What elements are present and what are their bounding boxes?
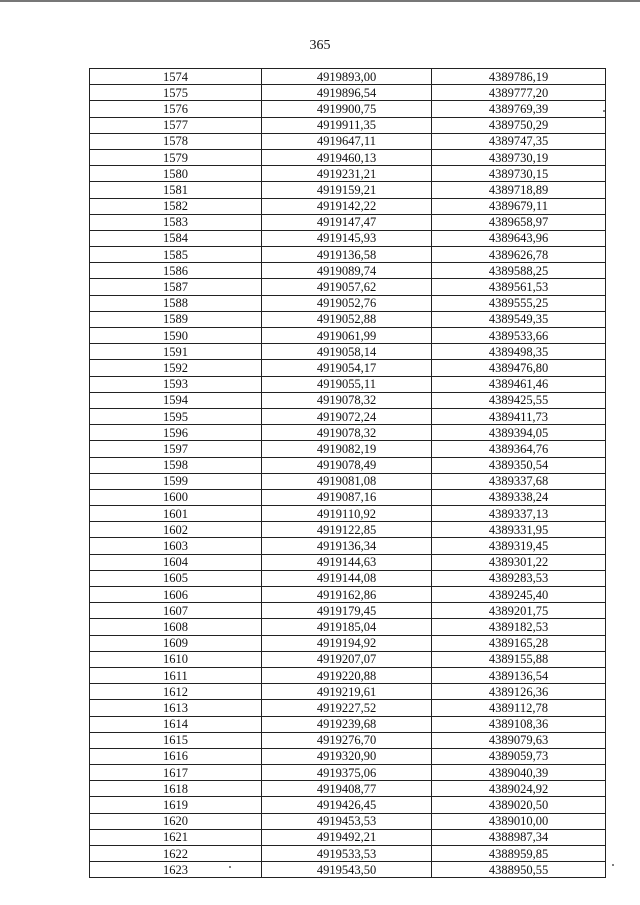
table-row: [90, 149, 606, 165]
point-number-cell: 1604: [90, 554, 262, 570]
point-number-cell: 1581: [90, 182, 262, 198]
point-number-cell: 1593: [90, 376, 262, 392]
point-number-cell: 1618: [90, 781, 262, 797]
point-number-cell: 1575: [90, 85, 262, 101]
point-number-cell: 1615: [90, 732, 262, 748]
x-coordinate-cell: 4919219,61: [262, 684, 432, 700]
point-number-cell: 1619: [90, 797, 262, 813]
x-coordinate-cell: 4919144,63: [262, 554, 432, 570]
point-number-cell: 1611: [90, 667, 262, 683]
x-coordinate-cell: 4919375,06: [262, 765, 432, 781]
x-coordinate-cell: 4919227,52: [262, 700, 432, 716]
y-coordinate-cell: 4389245,40: [432, 587, 606, 603]
y-coordinate-cell: 4389079,63: [432, 732, 606, 748]
x-coordinate-cell: 4919078,32: [262, 392, 432, 408]
x-coordinate-cell: 4919078,32: [262, 425, 432, 441]
y-coordinate-cell: 4389643,96: [432, 230, 606, 246]
point-number-cell: 1603: [90, 538, 262, 554]
y-coordinate-cell: 4389718,89: [432, 182, 606, 198]
y-coordinate-cell: 4388950,55: [432, 862, 606, 878]
table-row: [90, 214, 606, 230]
y-coordinate-cell: 4389165,28: [432, 635, 606, 651]
y-coordinate-cell: 4389331,95: [432, 522, 606, 538]
y-coordinate-cell: 4389338,24: [432, 489, 606, 505]
table-row: [90, 328, 606, 344]
point-number-cell: 1608: [90, 619, 262, 635]
point-number-cell: 1574: [90, 69, 262, 85]
x-coordinate-cell: 4919110,92: [262, 506, 432, 522]
x-coordinate-cell: 4919089,74: [262, 263, 432, 279]
y-coordinate-cell: 4389750,29: [432, 117, 606, 133]
point-number-cell: 1579: [90, 149, 262, 165]
y-coordinate-cell: 4389769,39: [432, 101, 606, 117]
y-coordinate-cell: 4389040,39: [432, 765, 606, 781]
table-row: [90, 813, 606, 829]
point-number-cell: 1621: [90, 829, 262, 845]
y-coordinate-cell: 4389350,54: [432, 457, 606, 473]
x-coordinate-cell: 4919408,77: [262, 781, 432, 797]
y-coordinate-cell: 4389747,35: [432, 133, 606, 149]
point-number-cell: 1612: [90, 684, 262, 700]
x-coordinate-cell: 4919543,50: [262, 862, 432, 878]
table-row: [90, 247, 606, 263]
point-number-cell: 1614: [90, 716, 262, 732]
y-coordinate-cell: 4389108,36: [432, 716, 606, 732]
scan-speck: [612, 864, 614, 866]
y-coordinate-cell: 4389394,05: [432, 425, 606, 441]
x-coordinate-cell: 4919896,54: [262, 85, 432, 101]
table-row: [90, 716, 606, 732]
y-coordinate-cell: 4389411,73: [432, 408, 606, 424]
point-number-cell: 1620: [90, 813, 262, 829]
y-coordinate-cell: 4389588,25: [432, 263, 606, 279]
table-row: [90, 506, 606, 522]
y-coordinate-cell: 4389182,53: [432, 619, 606, 635]
point-number-cell: 1590: [90, 328, 262, 344]
table-row: [90, 279, 606, 295]
y-coordinate-cell: 4389112,78: [432, 700, 606, 716]
table-row: [90, 587, 606, 603]
x-coordinate-cell: 4919900,75: [262, 101, 432, 117]
table-row: [90, 392, 606, 408]
x-coordinate-cell: 4919911,35: [262, 117, 432, 133]
x-coordinate-cell: 4919145,93: [262, 230, 432, 246]
x-coordinate-cell: 4919054,17: [262, 360, 432, 376]
x-coordinate-cell: 4919207,07: [262, 651, 432, 667]
point-number-cell: 1580: [90, 166, 262, 182]
table-row: [90, 829, 606, 845]
y-coordinate-cell: 4389461,46: [432, 376, 606, 392]
y-coordinate-cell: 4389679,11: [432, 198, 606, 214]
x-coordinate-cell: 4919647,11: [262, 133, 432, 149]
x-coordinate-cell: 4919147,47: [262, 214, 432, 230]
x-coordinate-cell: 4919231,21: [262, 166, 432, 182]
point-number-cell: 1586: [90, 263, 262, 279]
y-coordinate-cell: 4389658,97: [432, 214, 606, 230]
x-coordinate-cell: 4919320,90: [262, 748, 432, 764]
x-coordinate-cell: 4919087,16: [262, 489, 432, 505]
x-coordinate-cell: 4919052,88: [262, 311, 432, 327]
y-coordinate-cell: 4389730,19: [432, 149, 606, 165]
y-coordinate-cell: 4389020,50: [432, 797, 606, 813]
point-number-cell: 1598: [90, 457, 262, 473]
table-row: [90, 117, 606, 133]
x-coordinate-cell: 4919072,24: [262, 408, 432, 424]
table-row: [90, 538, 606, 554]
table-row: [90, 651, 606, 667]
x-coordinate-cell: 4919194,92: [262, 635, 432, 651]
point-number-cell: 1584: [90, 230, 262, 246]
point-number-cell: 1597: [90, 441, 262, 457]
scan-speck: [229, 866, 231, 868]
point-number-cell: 1605: [90, 570, 262, 586]
y-coordinate-cell: 4389626,78: [432, 247, 606, 263]
point-number-cell: 1583: [90, 214, 262, 230]
y-coordinate-cell: 4389425,55: [432, 392, 606, 408]
table-row: [90, 344, 606, 360]
y-coordinate-cell: 4389555,25: [432, 295, 606, 311]
table-row: [90, 198, 606, 214]
point-number-cell: 1589: [90, 311, 262, 327]
x-coordinate-cell: 4919061,99: [262, 328, 432, 344]
table-row: [90, 797, 606, 813]
y-coordinate-cell: 4389201,75: [432, 603, 606, 619]
table-row: [90, 570, 606, 586]
table-row: [90, 732, 606, 748]
point-number-cell: 1607: [90, 603, 262, 619]
table-row: [90, 295, 606, 311]
y-coordinate-cell: 4389777,20: [432, 85, 606, 101]
x-coordinate-cell: 4919276,70: [262, 732, 432, 748]
point-number-cell: 1602: [90, 522, 262, 538]
y-coordinate-cell: 4389549,35: [432, 311, 606, 327]
table-row: [90, 781, 606, 797]
y-coordinate-cell: 4388959,85: [432, 846, 606, 862]
scan-speck: [603, 110, 605, 112]
x-coordinate-cell: 4919058,14: [262, 344, 432, 360]
x-coordinate-cell: 4919159,21: [262, 182, 432, 198]
table-row: [90, 263, 606, 279]
x-coordinate-cell: 4919460,13: [262, 149, 432, 165]
point-number-cell: 1613: [90, 700, 262, 716]
table-row: [90, 748, 606, 764]
y-coordinate-cell: 4389301,22: [432, 554, 606, 570]
point-number-cell: 1623: [90, 862, 262, 878]
table-row: [90, 360, 606, 376]
table-row: [90, 862, 606, 878]
x-coordinate-cell: 4919893,00: [262, 69, 432, 85]
point-number-cell: 1595: [90, 408, 262, 424]
table-row: [90, 425, 606, 441]
table-row: [90, 101, 606, 117]
y-coordinate-cell: 4389283,53: [432, 570, 606, 586]
point-number-cell: 1596: [90, 425, 262, 441]
point-number-cell: 1577: [90, 117, 262, 133]
y-coordinate-cell: 4389498,35: [432, 344, 606, 360]
coordinates-table-body: [90, 69, 606, 878]
y-coordinate-cell: 4389136,54: [432, 667, 606, 683]
coordinates-table: [89, 68, 606, 878]
point-number-cell: 1609: [90, 635, 262, 651]
x-coordinate-cell: 4919055,11: [262, 376, 432, 392]
x-coordinate-cell: 4919136,58: [262, 247, 432, 263]
y-coordinate-cell: 4389337,68: [432, 473, 606, 489]
point-number-cell: 1622: [90, 846, 262, 862]
y-coordinate-cell: 4389561,53: [432, 279, 606, 295]
table-row: [90, 85, 606, 101]
x-coordinate-cell: 4919426,45: [262, 797, 432, 813]
x-coordinate-cell: 4919136,34: [262, 538, 432, 554]
table-row: [90, 311, 606, 327]
y-coordinate-cell: 4389786,19: [432, 69, 606, 85]
table-row: [90, 69, 606, 85]
y-coordinate-cell: 4389730,15: [432, 166, 606, 182]
point-number-cell: 1616: [90, 748, 262, 764]
x-coordinate-cell: 4919122,85: [262, 522, 432, 538]
x-coordinate-cell: 4919144,08: [262, 570, 432, 586]
y-coordinate-cell: 4389533,66: [432, 328, 606, 344]
table-row: [90, 457, 606, 473]
x-coordinate-cell: 4919492,21: [262, 829, 432, 845]
x-coordinate-cell: 4919239,68: [262, 716, 432, 732]
point-number-cell: 1587: [90, 279, 262, 295]
point-number-cell: 1606: [90, 587, 262, 603]
table-row: [90, 667, 606, 683]
table-row: [90, 182, 606, 198]
table-row: [90, 166, 606, 182]
table-row: [90, 230, 606, 246]
x-coordinate-cell: 4919057,62: [262, 279, 432, 295]
point-number-cell: 1601: [90, 506, 262, 522]
x-coordinate-cell: 4919179,45: [262, 603, 432, 619]
table-row: [90, 133, 606, 149]
point-number-cell: 1592: [90, 360, 262, 376]
y-coordinate-cell: 4389364,76: [432, 441, 606, 457]
point-number-cell: 1585: [90, 247, 262, 263]
y-coordinate-cell: 4388987,34: [432, 829, 606, 845]
y-coordinate-cell: 4389476,80: [432, 360, 606, 376]
y-coordinate-cell: 4389319,45: [432, 538, 606, 554]
table-row: [90, 554, 606, 570]
y-coordinate-cell: 4389126,36: [432, 684, 606, 700]
point-number-cell: 1578: [90, 133, 262, 149]
point-number-cell: 1610: [90, 651, 262, 667]
point-number-cell: 1591: [90, 344, 262, 360]
x-coordinate-cell: 4919142,22: [262, 198, 432, 214]
point-number-cell: 1588: [90, 295, 262, 311]
table-row: [90, 635, 606, 651]
table-row: [90, 765, 606, 781]
x-coordinate-cell: 4919052,76: [262, 295, 432, 311]
x-coordinate-cell: 4919078,49: [262, 457, 432, 473]
y-coordinate-cell: 4389010,00: [432, 813, 606, 829]
table-row: [90, 473, 606, 489]
x-coordinate-cell: 4919533,53: [262, 846, 432, 862]
top-border-line: [0, 0, 640, 2]
table-row: [90, 376, 606, 392]
point-number-cell: 1599: [90, 473, 262, 489]
point-number-cell: 1617: [90, 765, 262, 781]
page-number: 365: [309, 38, 331, 53]
table-row: [90, 408, 606, 424]
y-coordinate-cell: 4389059,73: [432, 748, 606, 764]
table-row: [90, 700, 606, 716]
x-coordinate-cell: 4919453,53: [262, 813, 432, 829]
point-number-cell: 1600: [90, 489, 262, 505]
y-coordinate-cell: 4389024,92: [432, 781, 606, 797]
y-coordinate-cell: 4389337,13: [432, 506, 606, 522]
x-coordinate-cell: 4919185,04: [262, 619, 432, 635]
table-row: [90, 846, 606, 862]
y-coordinate-cell: 4389155,88: [432, 651, 606, 667]
table-row: [90, 684, 606, 700]
table-row: [90, 619, 606, 635]
x-coordinate-cell: 4919162,86: [262, 587, 432, 603]
table-row: [90, 489, 606, 505]
x-coordinate-cell: 4919082,19: [262, 441, 432, 457]
x-coordinate-cell: 4919220,88: [262, 667, 432, 683]
point-number-cell: 1582: [90, 198, 262, 214]
point-number-cell: 1576: [90, 101, 262, 117]
table-row: [90, 522, 606, 538]
table-row: [90, 603, 606, 619]
point-number-cell: 1594: [90, 392, 262, 408]
table-row: [90, 441, 606, 457]
x-coordinate-cell: 4919081,08: [262, 473, 432, 489]
